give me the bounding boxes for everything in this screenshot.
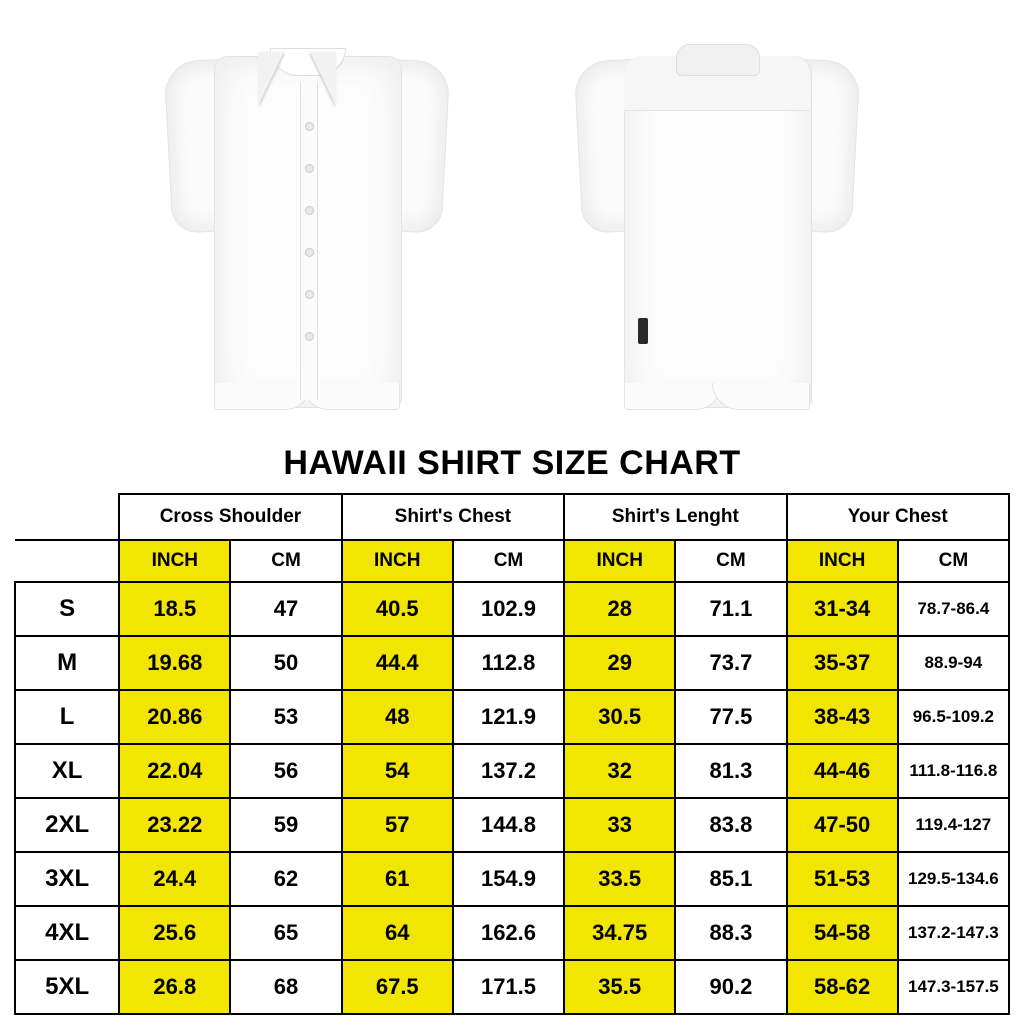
brand-tag	[638, 318, 648, 344]
table-row	[15, 852, 1009, 906]
cell-length-cm: 85.1	[675, 852, 786, 906]
cell-cross-shoulder-inch: 24.4	[119, 852, 230, 906]
cell-length-cm: 71.1	[675, 582, 786, 636]
corner-cell	[15, 494, 119, 540]
cell-your-chest-cm: 137.2-147.3	[898, 906, 1009, 960]
cell-cross-shoulder-cm: 65	[230, 906, 341, 960]
cell-your-chest-cm: 88.9-94	[898, 636, 1009, 690]
table-group-header-row	[15, 494, 1009, 540]
cell-chest-inch: 64	[342, 906, 453, 960]
cell-your-chest-inch: 58-62	[787, 960, 898, 1014]
cell-cross-shoulder-inch: 25.6	[119, 906, 230, 960]
size-label: M	[15, 636, 119, 690]
cell-your-chest-cm: 147.3-157.5	[898, 960, 1009, 1014]
cell-cross-shoulder-inch: 23.22	[119, 798, 230, 852]
cell-your-chest-cm: 111.8-116.8	[898, 744, 1009, 798]
cell-cross-shoulder-cm: 56	[230, 744, 341, 798]
unit-header-cm-3: CM	[675, 540, 786, 582]
table-row	[15, 690, 1009, 744]
group-header-cross-shoulder: Cross Shoulder	[119, 494, 341, 540]
cell-length-cm: 88.3	[675, 906, 786, 960]
cell-cross-shoulder-cm: 47	[230, 582, 341, 636]
cell-your-chest-inch: 44-46	[787, 744, 898, 798]
shirt-button	[305, 122, 314, 131]
cell-your-chest-cm: 119.4-127	[898, 798, 1009, 852]
cell-length-inch: 32	[564, 744, 675, 798]
cell-chest-cm: 162.6	[453, 906, 564, 960]
cell-length-cm: 73.7	[675, 636, 786, 690]
cell-cross-shoulder-inch: 18.5	[119, 582, 230, 636]
page-title: HAWAII SHIRT SIZE CHART	[283, 444, 741, 482]
cell-length-inch: 35.5	[564, 960, 675, 1014]
cell-chest-cm: 112.8	[453, 636, 564, 690]
cell-length-inch: 29	[564, 636, 675, 690]
group-header-shirts-length: Shirt's Lenght	[564, 494, 786, 540]
unit-header-inch-1: INCH	[119, 540, 230, 582]
cell-chest-inch: 61	[342, 852, 453, 906]
shirt-button	[305, 206, 314, 215]
cell-your-chest-inch: 38-43	[787, 690, 898, 744]
table-unit-header-row	[15, 540, 1009, 582]
cell-chest-inch: 40.5	[342, 582, 453, 636]
cell-cross-shoulder-cm: 53	[230, 690, 341, 744]
group-header-shirts-chest: Shirt's Chest	[342, 494, 564, 540]
cell-length-inch: 33.5	[564, 852, 675, 906]
cell-cross-shoulder-inch: 20.86	[119, 690, 230, 744]
table-row	[15, 636, 1009, 690]
cell-length-cm: 83.8	[675, 798, 786, 852]
cell-your-chest-cm: 96.5-109.2	[898, 690, 1009, 744]
cell-chest-cm: 102.9	[453, 582, 564, 636]
unit-header-cm-2: CM	[453, 540, 564, 582]
cell-cross-shoulder-cm: 50	[230, 636, 341, 690]
size-label: 5XL	[15, 960, 119, 1014]
collar-left	[258, 52, 284, 106]
size-table-wrapper	[0, 493, 1024, 1029]
cell-your-chest-inch: 35-37	[787, 636, 898, 690]
cell-cross-shoulder-cm: 59	[230, 798, 341, 852]
shirt-back-graphic	[572, 18, 862, 418]
unit-header-inch-3: INCH	[564, 540, 675, 582]
table-row	[15, 744, 1009, 798]
cell-cross-shoulder-inch: 26.8	[119, 960, 230, 1014]
size-label: S	[15, 582, 119, 636]
cell-chest-cm: 137.2	[453, 744, 564, 798]
cell-cross-shoulder-cm: 68	[230, 960, 341, 1014]
cell-chest-inch: 67.5	[342, 960, 453, 1014]
table-row	[15, 960, 1009, 1014]
cell-chest-cm: 154.9	[453, 852, 564, 906]
cell-your-chest-cm: 78.7-86.4	[898, 582, 1009, 636]
cell-your-chest-inch: 54-58	[787, 906, 898, 960]
cell-chest-cm: 144.8	[453, 798, 564, 852]
cell-your-chest-inch: 47-50	[787, 798, 898, 852]
cell-length-cm: 81.3	[675, 744, 786, 798]
cell-chest-cm: 171.5	[453, 960, 564, 1014]
shirt-button	[305, 164, 314, 173]
size-label: XL	[15, 744, 119, 798]
size-label: 2XL	[15, 798, 119, 852]
shirt-button	[305, 332, 314, 341]
hem-left-back	[624, 383, 722, 410]
cell-chest-inch: 44.4	[342, 636, 453, 690]
cell-cross-shoulder-inch: 19.68	[119, 636, 230, 690]
cell-chest-cm: 121.9	[453, 690, 564, 744]
unit-header-inch-2: INCH	[342, 540, 453, 582]
hem-right-back	[712, 383, 810, 410]
cell-length-cm: 77.5	[675, 690, 786, 744]
table-row	[15, 582, 1009, 636]
cell-chest-inch: 57	[342, 798, 453, 852]
shirt-button	[305, 290, 314, 299]
size-chart-table	[14, 493, 1010, 1015]
corner-cell-2	[15, 540, 119, 582]
shirt-button	[305, 248, 314, 257]
size-label: 4XL	[15, 906, 119, 960]
collar-right	[310, 52, 336, 106]
cell-length-cm: 90.2	[675, 960, 786, 1014]
cell-length-inch: 28	[564, 582, 675, 636]
cell-chest-inch: 54	[342, 744, 453, 798]
shirt-back-view	[572, 18, 862, 428]
shirt-illustrations	[0, 0, 1024, 440]
cell-length-inch: 30.5	[564, 690, 675, 744]
back-collar	[676, 44, 760, 76]
table-row	[15, 906, 1009, 960]
cell-length-inch: 34.75	[564, 906, 675, 960]
shirt-front-view	[162, 18, 452, 428]
cell-cross-shoulder-cm: 62	[230, 852, 341, 906]
group-header-your-chest: Your Chest	[787, 494, 1009, 540]
size-label: 3XL	[15, 852, 119, 906]
unit-header-cm-1: CM	[230, 540, 341, 582]
cell-your-chest-inch: 51-53	[787, 852, 898, 906]
cell-your-chest-inch: 31-34	[787, 582, 898, 636]
cell-your-chest-cm: 129.5-134.6	[898, 852, 1009, 906]
cell-chest-inch: 48	[342, 690, 453, 744]
cell-cross-shoulder-inch: 22.04	[119, 744, 230, 798]
hem-left	[214, 383, 312, 410]
size-label: L	[15, 690, 119, 744]
table-row	[15, 798, 1009, 852]
cell-length-inch: 33	[564, 798, 675, 852]
unit-header-cm-4: CM	[898, 540, 1009, 582]
shirt-front-graphic	[162, 18, 452, 418]
unit-header-inch-4: INCH	[787, 540, 898, 582]
